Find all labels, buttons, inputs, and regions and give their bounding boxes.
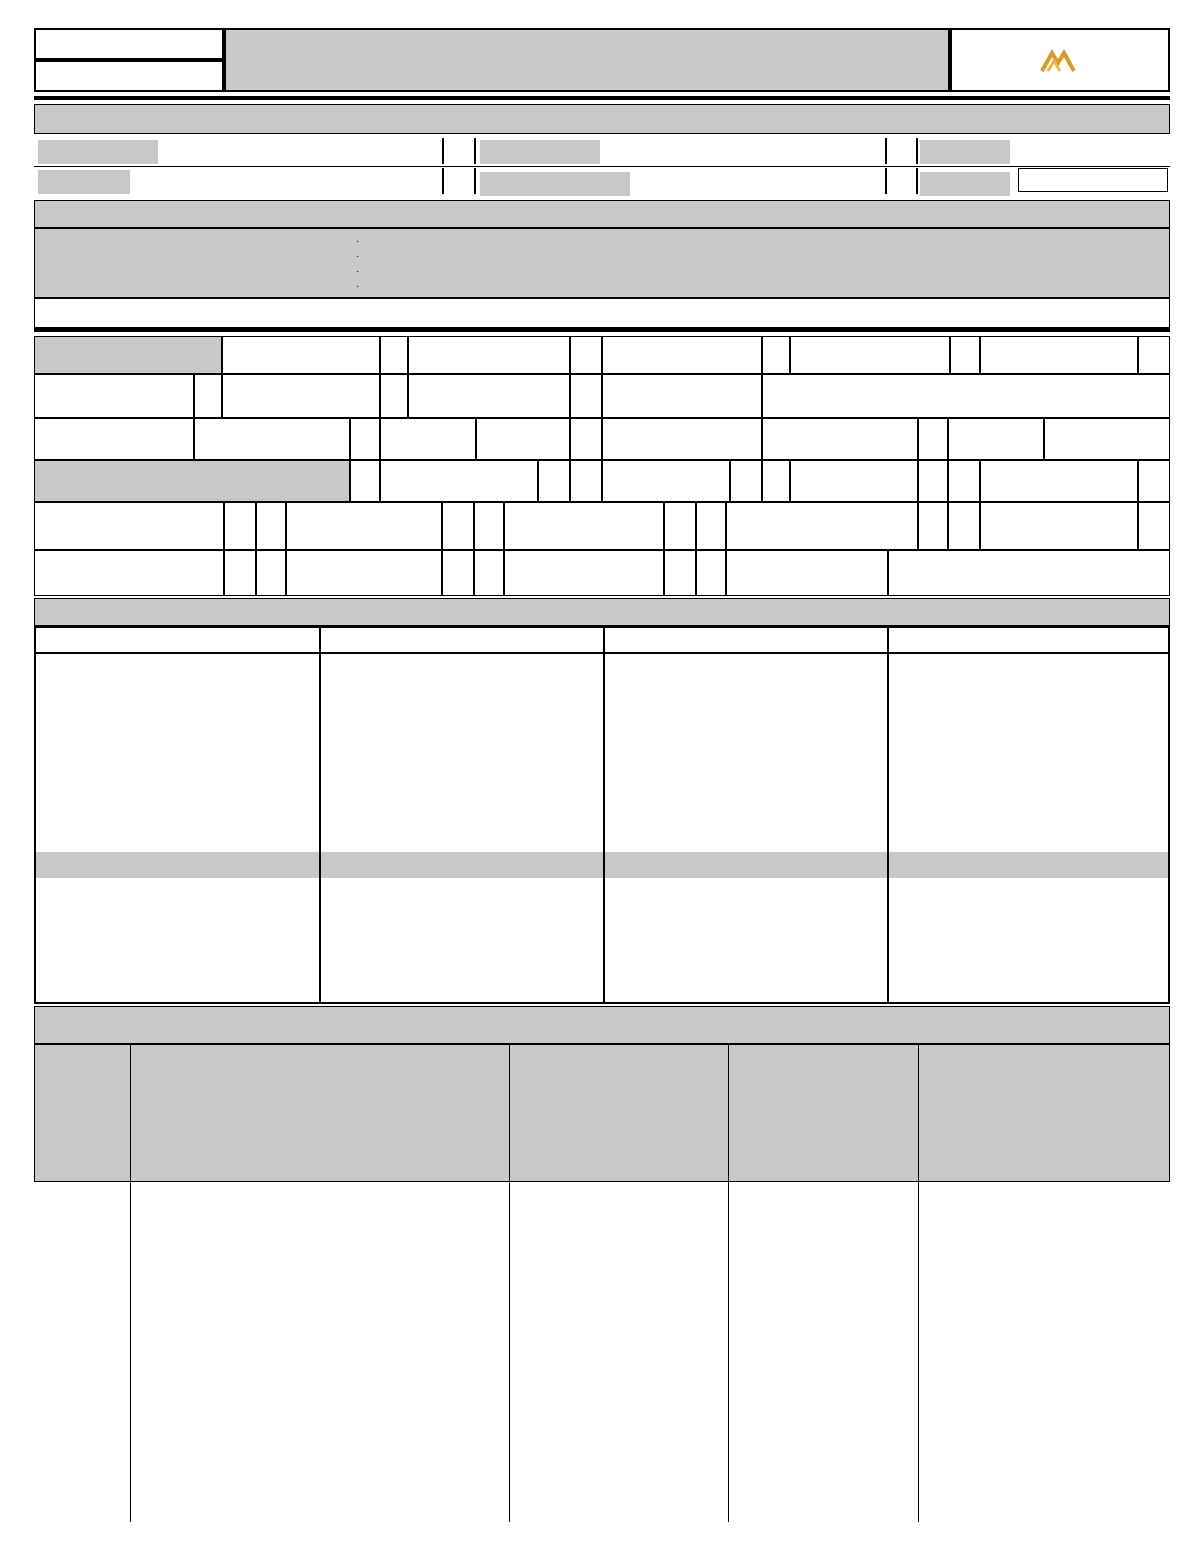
- bloqueo-label: [34, 374, 194, 418]
- energia-checkbox[interactable]: [1138, 336, 1170, 374]
- demolicion-label: [222, 374, 380, 418]
- caliente-label: [222, 336, 380, 374]
- excavacion-checkbox[interactable]: [950, 336, 980, 374]
- insp-extintores-checkbox[interactable]: [224, 550, 256, 596]
- insp-equi-electrico-checkbox[interactable]: [442, 502, 474, 550]
- spacer-cell: [474, 550, 504, 596]
- col8-title: [889, 852, 1168, 878]
- proyecto-value[interactable]: [162, 138, 442, 160]
- contratista-value[interactable]: [604, 138, 884, 160]
- divider: [885, 138, 887, 164]
- spacer-cell: [918, 418, 948, 460]
- insp-epp-label: [380, 460, 538, 502]
- description-item: ·: [356, 266, 360, 277]
- insp-equi-electrico-label: [286, 502, 442, 550]
- description-extra-line[interactable]: [34, 298, 1170, 328]
- supervisor-label: [480, 172, 630, 196]
- fecha-label: [920, 140, 1010, 164]
- insp-oxicorte-label: [726, 502, 918, 550]
- logo-peaks-icon: [1040, 47, 1080, 73]
- spacer-cell: [696, 502, 726, 550]
- description-item: ·: [356, 281, 360, 292]
- hora-value[interactable]: [1018, 168, 1168, 192]
- divider: [509, 1044, 510, 1522]
- fecha-inicio-label: [34, 418, 194, 460]
- fecha-inicio-value[interactable]: [194, 418, 350, 460]
- confinado-label: [408, 374, 570, 418]
- description-item: ·: [356, 251, 360, 262]
- logo-mark: [1040, 47, 1080, 73]
- insp-escalera-label: [602, 460, 730, 502]
- insp-oxicorte-checkbox[interactable]: [918, 502, 948, 550]
- hora-label: [920, 172, 1010, 196]
- divider: [442, 168, 444, 194]
- hora-fin-label: [948, 418, 1044, 460]
- divider: [34, 96, 1170, 100]
- contratista-label: [480, 140, 600, 164]
- form-title: [224, 28, 950, 92]
- hora-inicio-value[interactable]: [476, 418, 570, 460]
- description-label: [54, 240, 354, 262]
- alturas-checkbox[interactable]: [762, 336, 790, 374]
- divider: [887, 626, 889, 1004]
- divider: [442, 138, 444, 164]
- section3-title: [34, 598, 1170, 626]
- spacer-cell: [256, 502, 286, 550]
- inspections-title: [34, 460, 350, 502]
- divider: [885, 168, 887, 194]
- section4-title: [34, 1006, 1170, 1044]
- ubicacion-value[interactable]: [134, 168, 440, 190]
- izaje-checkbox[interactable]: [570, 336, 602, 374]
- col7-title: [605, 852, 887, 878]
- divider: [474, 168, 476, 194]
- section2-title: [34, 200, 1170, 228]
- charla-label: [504, 550, 664, 596]
- form-revision: [34, 60, 224, 92]
- insp-andamio-checkbox[interactable]: [918, 460, 948, 502]
- fecha-fin-label: [602, 418, 762, 460]
- insp-andamio-label: [790, 460, 918, 502]
- insp-arnes-label: [980, 460, 1138, 502]
- col2-title: [320, 628, 604, 654]
- insp-maq-soldadura-checkbox[interactable]: [664, 502, 696, 550]
- insp-epp-checkbox[interactable]: [538, 460, 570, 502]
- divider: [916, 168, 918, 194]
- energia-label: [980, 336, 1138, 374]
- spacer-cell: [948, 502, 980, 550]
- insp-ext-electricas-label: [34, 502, 224, 550]
- insp-maq-soldadura-label: [504, 502, 664, 550]
- proyecto-label: [38, 140, 158, 164]
- description-item: ·: [356, 236, 360, 247]
- insp-ext-electricas-checkbox[interactable]: [224, 502, 256, 550]
- divider: [918, 1044, 919, 1522]
- section3-grid: [34, 626, 1170, 1004]
- confinado-checkbox[interactable]: [570, 374, 602, 418]
- insp-escalera-checkbox[interactable]: [730, 460, 762, 502]
- description-list: [356, 234, 1156, 294]
- divider: [728, 1044, 729, 1522]
- spacer-cell: [570, 418, 602, 460]
- divider: [34, 166, 1170, 167]
- specific-title: [34, 336, 222, 374]
- insp-otros-field[interactable]: [888, 550, 1170, 596]
- divider: [474, 138, 476, 164]
- col5-title: [36, 852, 319, 878]
- insp-andam-colgante-label: [286, 550, 442, 596]
- col4-title: [888, 628, 1168, 654]
- form-code: [34, 28, 224, 60]
- divider: [34, 328, 1170, 332]
- col3-title: [604, 628, 888, 654]
- col1-title: [36, 628, 320, 654]
- section1-title: [34, 104, 1170, 134]
- spacer-cell: [350, 460, 380, 502]
- company-logo: [950, 28, 1170, 92]
- col6-title: [321, 852, 603, 878]
- spacer-cell: [948, 460, 980, 502]
- bloqueo-checkbox[interactable]: [194, 374, 222, 418]
- section4-header: [34, 1044, 1170, 1182]
- charla-checkbox[interactable]: [664, 550, 696, 596]
- fecha-value[interactable]: [1020, 138, 1168, 160]
- insp-maquinaria-label: [980, 502, 1138, 550]
- spacer-cell: [696, 550, 726, 596]
- divider: [916, 138, 918, 164]
- ubicacion-label: [38, 170, 130, 194]
- caliente-checkbox[interactable]: [380, 336, 408, 374]
- otros-specific-field[interactable]: [762, 374, 1170, 418]
- spacer-cell: [256, 550, 286, 596]
- otros-specific-label: [602, 374, 762, 418]
- fecha-fin-value[interactable]: [762, 418, 918, 460]
- divider: [603, 626, 605, 1004]
- spacer-cell: [762, 460, 790, 502]
- spacer-cell: [350, 418, 380, 460]
- supervisor-value[interactable]: [636, 168, 884, 190]
- divider: [130, 1044, 131, 1522]
- demolicion-checkbox[interactable]: [380, 374, 408, 418]
- izaje-label: [408, 336, 570, 374]
- alturas-label: [602, 336, 762, 374]
- insp-andam-colgante-checkbox[interactable]: [442, 550, 474, 596]
- insp-otros-label: [726, 550, 888, 596]
- hora-inicio-label: [380, 418, 476, 460]
- divider: [319, 626, 321, 1004]
- spacer-cell: [474, 502, 504, 550]
- hora-fin-value[interactable]: [1044, 418, 1170, 460]
- spacer-cell: [570, 460, 602, 502]
- insp-arnes-checkbox[interactable]: [1138, 460, 1170, 502]
- insp-extintores-label: [34, 550, 224, 596]
- excavacion-label: [790, 336, 950, 374]
- insp-maquinaria-checkbox[interactable]: [1138, 502, 1170, 550]
